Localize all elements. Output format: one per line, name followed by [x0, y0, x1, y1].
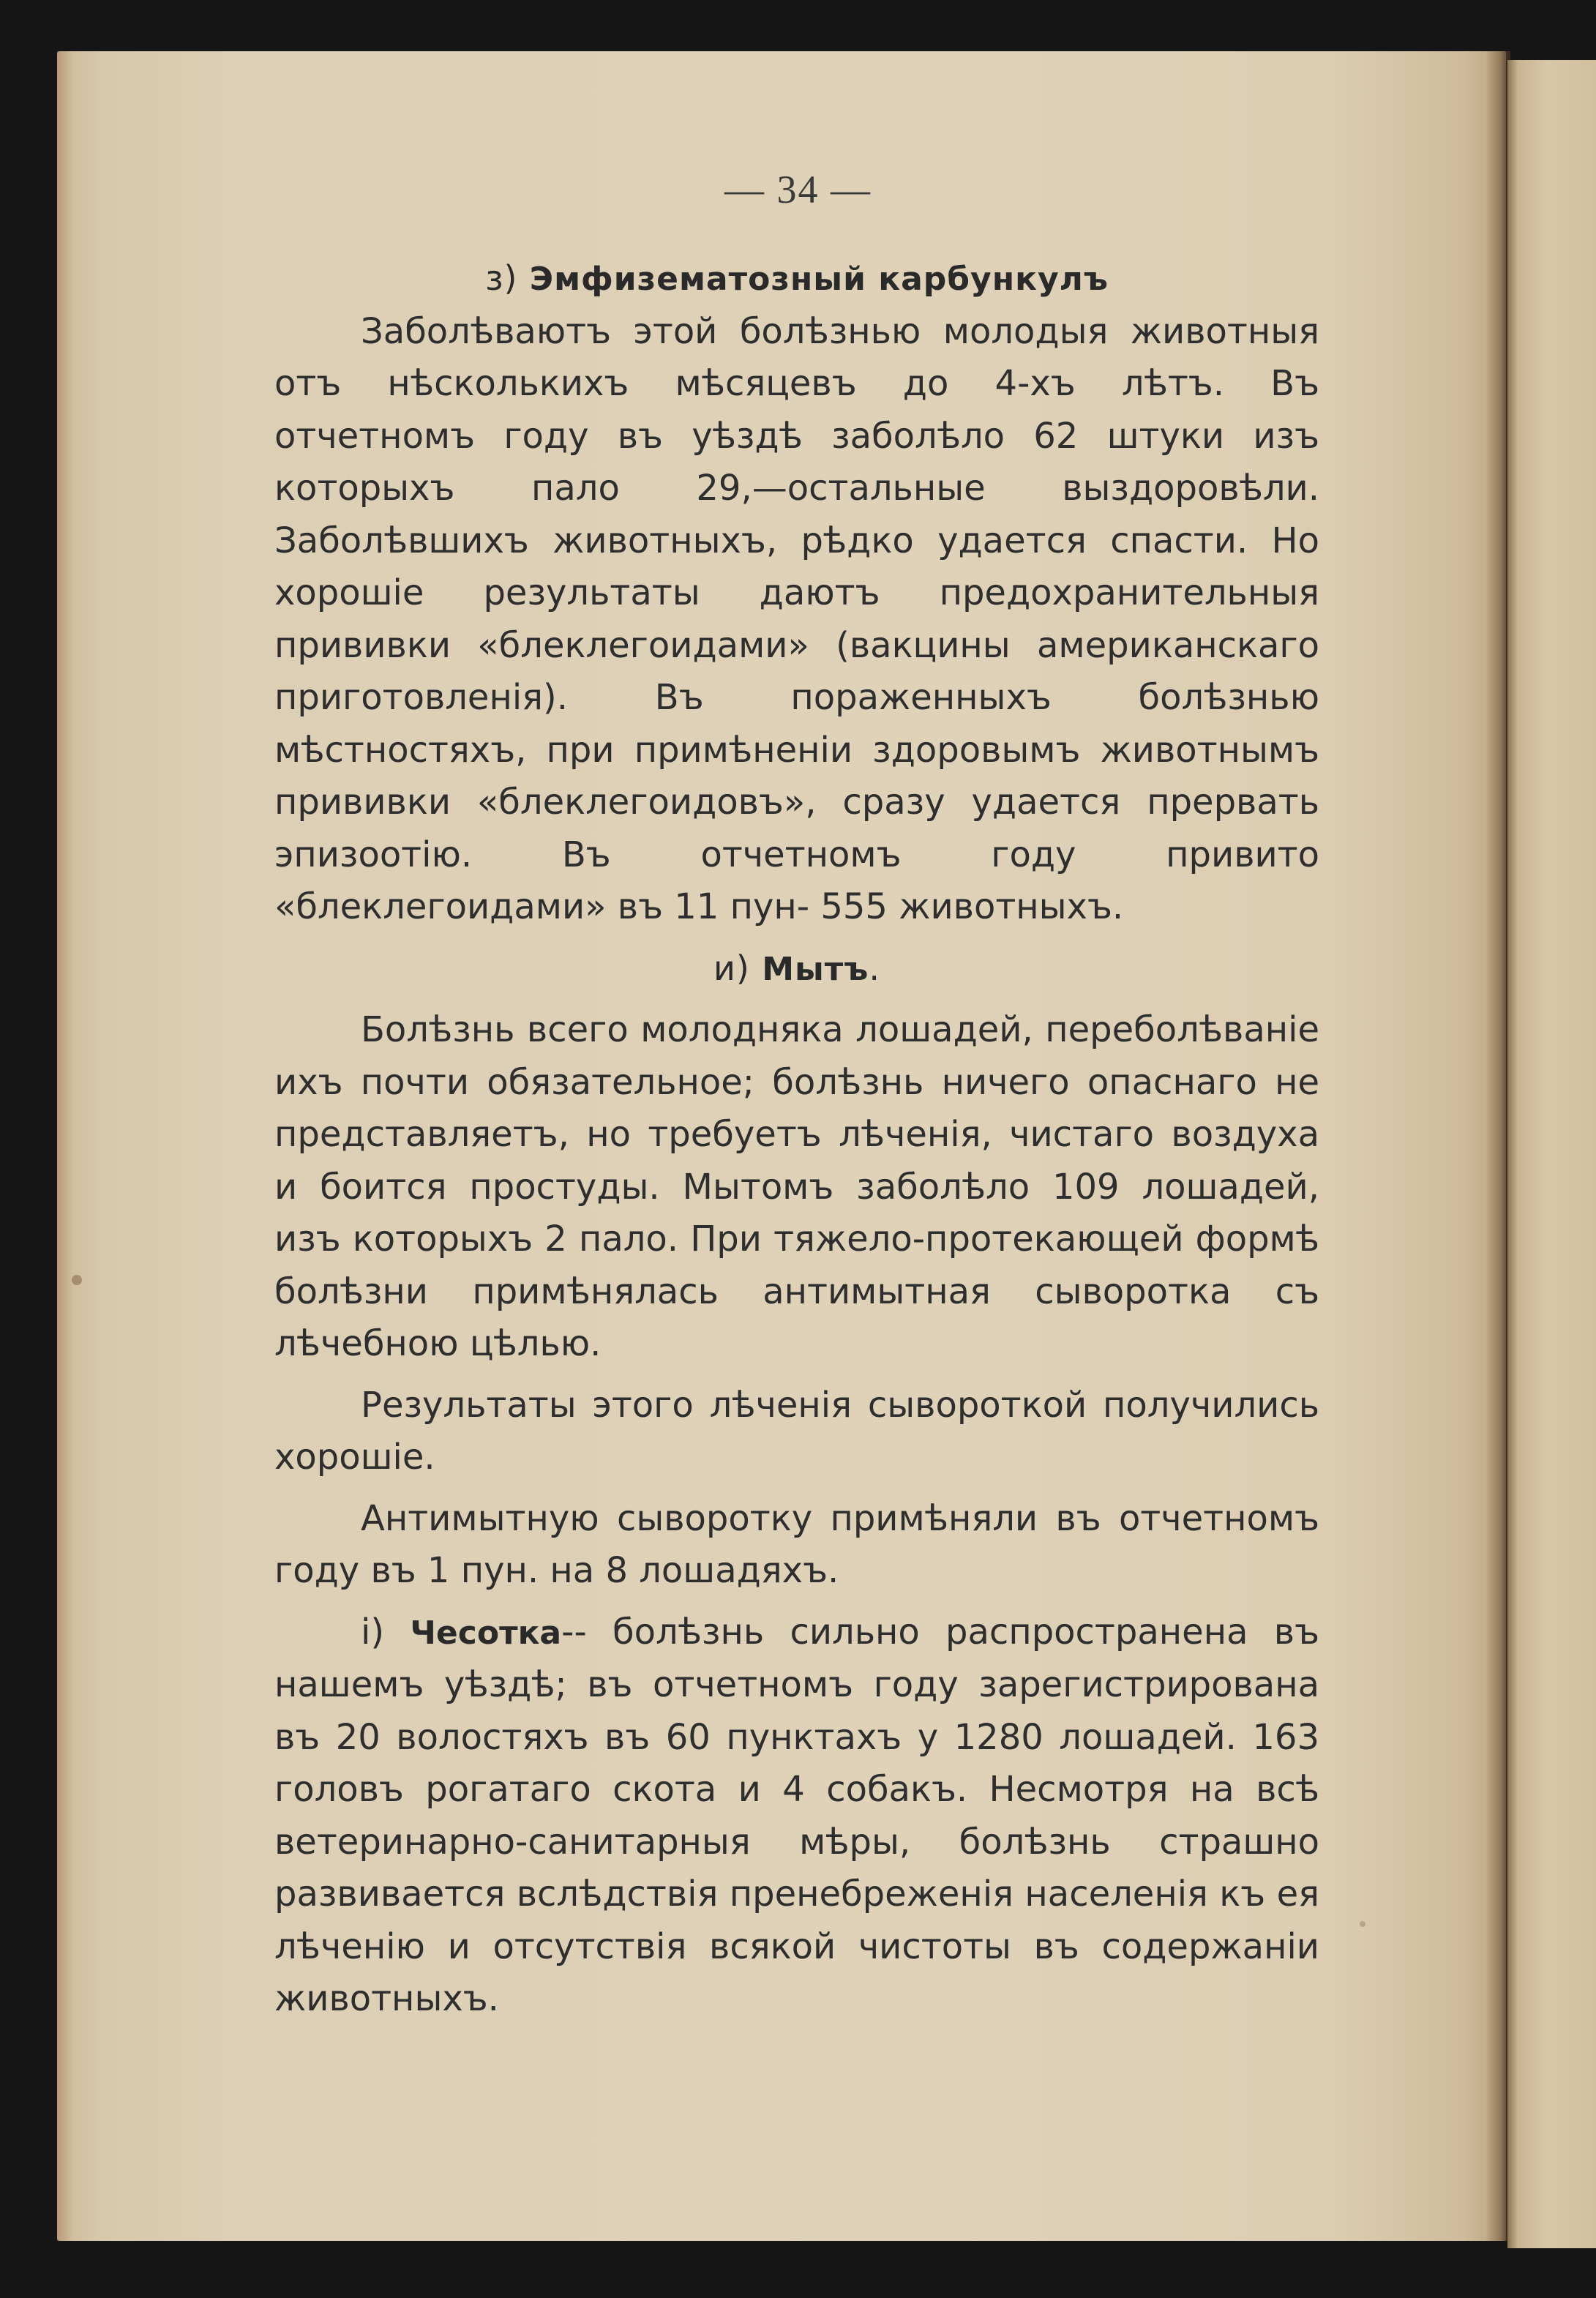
page-number: — 34 —	[724, 168, 872, 212]
section-heading-z	[274, 252, 1319, 306]
paragraph: Антимытную сыворотку примѣняли въ отчетномъ году въ 1 пун. на 8 лошадяхъ.	[274, 1497, 1319, 1591]
page-left-edge	[57, 51, 73, 2241]
run-in-dash: --	[561, 1611, 587, 1653]
paragraph: Болѣзнь всего молодняка лошадей, переболѣваніе ихъ почти обязательное; болѣзнь ничего опаснаго не представляетъ, но требуетъ лѣченія, чистаго воздуха и боится простуды. Мытомъ заболѣло 109 лошадей, изъ которыхъ 2 пало. При тяжело-протекающей формѣ болѣзни примѣнялась антимытная сыворотка съ лѣчебною цѣлью.	[274, 1009, 1319, 1364]
spacer	[274, 1371, 1319, 1380]
facing-page-edge	[1507, 60, 1596, 2248]
book-gutter	[1486, 51, 1510, 2241]
section-title-suffix: .	[869, 948, 880, 988]
section-title: Мытъ	[762, 950, 869, 988]
section-title: Эмфизематозный карбункулъ	[529, 261, 1109, 298]
section-letter: и)	[713, 948, 750, 988]
page-body	[274, 252, 1319, 2026]
spacer	[274, 995, 1319, 1004]
section-letter: з)	[485, 258, 518, 298]
paragraph: Заболѣваютъ этой болѣзнью молодыя животныя отъ нѣсколькихъ мѣсяцевъ до 4-хъ лѣтъ. Въ отчетномъ году въ уѣздѣ заболѣло 62 штуки изъ которыхъ пало 29,—остальные выздоровѣли. Заболѣвшихъ животныхъ, рѣдко удается спасти. Но хорошіе результаты даютъ предохранительныя прививки «блеклегоидами» (вакцины американскаго приготовленія). Въ пораженныхъ болѣзнью мѣстностяхъ, при примѣненіи здоровымъ животнымъ прививки «блеклегоидовъ», сразу удается прервать эпизоотію. Въ отчетномъ году привито «блеклегоидами» въ 11 пун- 555 животныхъ.	[274, 310, 1319, 927]
paragraph-text: болѣзнь сильно распространена въ нашемъ уѣздѣ; въ отчетномъ году зарегистрирована въ 20 волостяхъ въ 60 пунктахъ у 1280 лошадей. 163 головъ рогатаго скота и 4 собакъ. Несмотря на всѣ ветеринарно-санитарныя мѣры, болѣзнь страшно развивается вслѣдствія пренебреженія населенія къ ея лѣченію и отсутствія всякой чистоты въ содержаніи животныхъ.	[274, 1611, 1319, 2019]
section-title: Чесотка	[410, 1614, 562, 1652]
section-letter: і)	[361, 1611, 385, 1653]
run-in-section-i-decimal	[274, 1606, 1319, 2026]
paragraph: Результаты этого лѣченія сывороткой получились хорошіе.	[274, 1384, 1319, 1478]
ink-stain	[1360, 1921, 1365, 1927]
ink-stain	[72, 1275, 82, 1285]
spacer	[274, 1598, 1319, 1606]
section-heading-i	[274, 943, 1319, 996]
spacer	[274, 934, 1319, 943]
spacer	[274, 1484, 1319, 1493]
